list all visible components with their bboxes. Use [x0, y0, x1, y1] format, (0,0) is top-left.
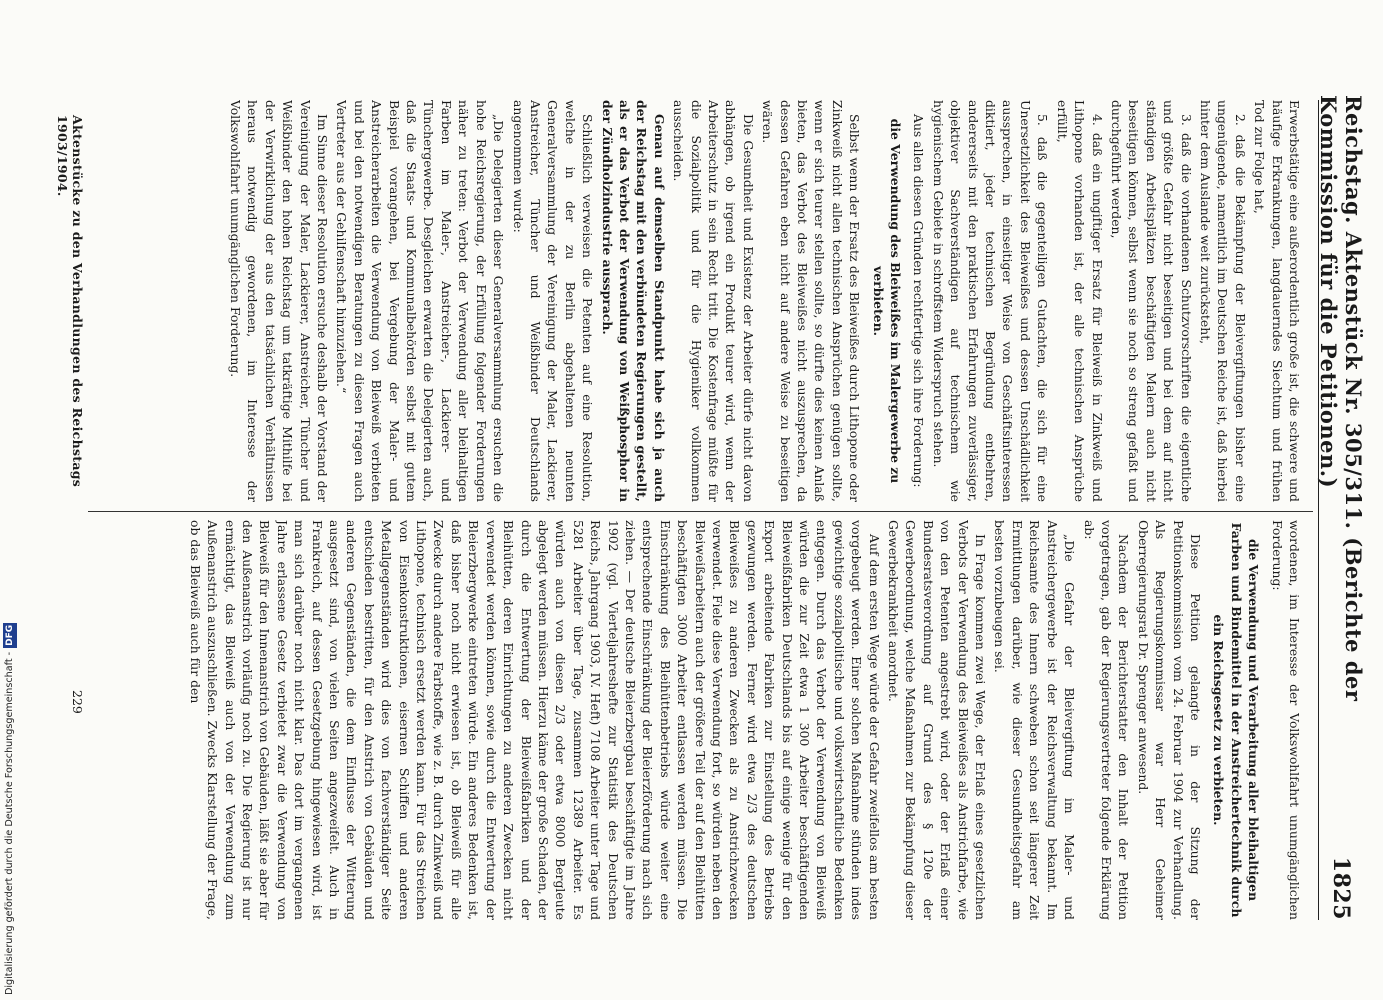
paragraph: Genau auf demselben Standpunkt habe sich ja auch der Reichstag mit den verbündeten Regierungen gestellt, als er das Verbot der Verwendung von Weißphosphor in der Zündholzindustrie aussprach. — [599, 100, 667, 502]
paragraph: Selbst wenn der Ersatz des Bleiweißes durch Lithopone oder Zinkweiß nicht allen technischen Ansprüchen genügen sollte, wenn er sich teurer stellen sollte, so dürfte dies keinen Anlaß bieten, das Verbot des Bleiweißes nicht auszusprechen, da dessen Gefahren eben nicht auf andere Weise zu beseitigen wären. — [760, 100, 863, 502]
left-column — [93, 100, 1303, 502]
quoted-resolution: „Die Delegierten dieser Generalversammlung ersuchen die hohe Reichsregierung, der Erfüllung folgender Forderungen näher zu treten: Verbot der Verwendung aller bleihaltigen Farben im Maler-, Anstreicher-, Lackierer- und Tünchergewerbe. Desgleichen erwarten die Delegierten auch, daß die Staats- und Kommunalbehörden selbst mit gutem Beispiel vorangehen, bei Vergebung der Maler- und Anstreicherarbeiten die Verwendung von Bleiweiß verbieten und bei den notwendigen Beratungen zu diesen Fragen auch Vertreter aus der Gehilfenschaft hinzuziehen.“ — [334, 100, 507, 502]
paragraph: Im Sinne dieser Resolution ersuche deshalb der Vorstand der Vereinigung der Maler, Lackierer, Anstreicher, Tüncher und Weißbinder den hohen Reichstag um tatkräftige Mithilfe bei der Verwirklichung der aus den tatsächlichen Verhältnissen heraus notwendig gewordenen, im Interesse der Volkswohlfahrt unumgänglichen Forderung. — [228, 100, 331, 502]
header-rule — [1318, 100, 1319, 920]
paragraph: Diese Petition gelangte in der Sitzung der Petitionskommission vom 24. Februar 1904 zur Verhandlung. Als Regierungskommissar war Herr Geheimer Oberregierungsrat Dr. Sprenger anwesend. — [1135, 520, 1203, 920]
page-number: 1825 — [1328, 856, 1354, 920]
column-divider — [88, 511, 1313, 512]
running-title: Reichstag. Aktenstück Nr. 305/311. (Berichte der Kommission für die Petitionen.) — [1316, 95, 1366, 702]
list-item: 5. daß die gegenteiligen Gutachten, die sich für eine Unersetzlichkeit des Bleiweißes und dessen Unschädlichkeit aussprechen, in einseitiger Weise von Geschäftsinteressen diktiert, jeder technischen Begründung entbehren, andererseits mit den praktischen Erfahrungen zuverlässiger, objektiver Sachverständigen auf technischem wie hygienischem Gebiete in schroffstem Widerspruch stehen. — [930, 100, 1051, 502]
footer-page-number: 229 — [70, 690, 85, 714]
list-item: 4. daß ein ungiftiger Ersatz für Bleiweiß in Zinkweiß und Lithopone vorhanden ist, der alle technischen Ansprüche erfüllt, — [1054, 100, 1105, 502]
paragraph: Aus allen diesen Gründen rechtfertige sich ihre Forderung: — [911, 114, 927, 488]
digitization-credit — [3, 605, 17, 995]
credit-text: Digitalisierung gefördert durch die Deutsche Forschungsgemeinschaft - — [4, 651, 15, 995]
paragraph: Auf dem ersten Wege würde der Gefahr zweifellos am besten vorgebeugt werden. Einer solchen Maßnahme stünden indes gewichtige sozialpolitische und volkswirtschaftliche Bedenken entgegen. Durch das Verbot der Verwendung von Bleiweiß würden die zur Zeit etwa 1 300 Arbeiter beschäftigenden Bleiweißfabriken Deutschlands bis auf einige wenige für den Export arbeitende Fabriken zur Einstellung des Betriebs gezwungen werden. Ferner wird etwa 2/3 des deutschen Bleiweißes zu anderen Zwecken als zu Anstrichzwecken verwendet. Fiele diese Verwendung fort, so würden neben den Bleiweißarbeitern auch der größere Teil der auf den Bleihütten beschäftigten 3000 Arbeiter entlassen werden müssen. Die Einschränkung des Bleihüttenbetriebs würde weiter eine entsprechende Einschränkung der Bleierzförderung nach sich ziehen. — Der deutsche Bleierzbergbau beschäftigte im Jahre 1902 (vgl. Vierteljahreshefte zur Statistik des Deutschen Reichs, Jahrgang 1903, IV. Heft) 7108 Arbeiter unter Tage und 5281 Arbeiter über Tage, zusammen 12389 Arbeiter. Es würden auch von diesen 2/3 oder etwa 8000 Bergleute abgelegt werden müssen. Hierzu käme der große Schaden, der durch die Entwertung der Bleiweißfabriken und der Bleihütten, deren Einrichtungen zu anderen Zwecken nicht verwendet werden können, sowie durch die Entwertung der Bleierzbergwerke eintreten würde. Ein anderes Bedenken ist, daß bisher noch nicht erwiesen ist, ob Bleiweiß für alle Zwecke durch andere Farbstoffe, wie z. B. durch Zinkweiß und Lithopone, technisch ersetzt werden kann. Für das Streichen von Eisenkonstruktionen, eisernen Schiffen und anderen Metallgegenständen wird dies von fachverständiger Seite entschieden bestritten, für den Anstrich von Gebäuden und anderen Gegenständen, die dem Einflusse der Witterung ausgesetzt sind, von vielen Seiten angezweifelt. Auch in Frankreich, auf dessen Gesetzgebung hingewiesen wird, ist man sich darüber noch nicht klar. Das dort im vergangenen Jahre erlassene Gesetz verbietet zwar die Verwendung von Bleiweiß für den Innenanstrich von Gebäuden, läßt sie aber für den Außenanstrich vorläufig noch zu. Die Regierung ist nur ermächtigt, das Bleiweiß auch von der Verwendung zum Außenanstrich auszuschließen. Zwecks Klarstellung der Frage, ob das Bleiweiß auch für den — [187, 520, 882, 920]
paragraph: Schließlich verweisen die Petenten auf eine Resolution, welche in der zu Berlin abgehaltenen neunten Generalversammlung der Vereinigung der Maler, Lackierer, Anstreicher, Tüncher und Weißbinder Deutschlands angenommen wurde: — [510, 100, 596, 502]
page-header — [1316, 95, 1366, 920]
paragraph: Erwerbstätige eine außerordentlich große ist, die schwere und häufige Erkrankungen, langdauerndes Siechtum und frühen Tod zur Folge hat, — [1252, 100, 1302, 502]
quoted-statement: „Die Gefahr der Bleivergiftung im Maler- und Anstreichergewerbe ist der Reichsverwaltung bekannt. Im Reichsamte des Innern schweben schon seit längerer Zeit Ermittlungen darüber, wie dieser Gesundheitsgefahr am besten vorzubeugen sei. — [992, 520, 1078, 920]
demand-heading: die Verwendung des Bleiweißes im Malergewerbe zu verbieten. — [870, 118, 904, 484]
paragraph: Die Gesundheit und Existenz der Arbeiter dürfe nicht davon abhängen, ob irgend ein Produkt teurer wird, wenn der Arbeiterschutz in sein Recht tritt. Die Kostenfrage müßte für die Sozialpolitik und für die Hygieniker vollkommen ausscheiden. — [671, 100, 756, 502]
list-item: 2. daß die Bekämpfung der Bleivergiftungen bisher eine ungenügende, namentlich im Deutschen Reiche ist, daß hierbei hinter dem Auslande weit zurücksteht, — [1197, 100, 1248, 502]
list-item: 3. daß die vorhandenen Schutzvorschriften die eigentliche und größte Gefahr nicht beseitigen und bei dem auf nicht ständigen Arbeitsplätzen beschäftigten Malern auch nicht beseitigen können, selbst wenn sie noch so streng gefaßt und durchgeführt werden, — [1108, 100, 1194, 502]
right-column — [93, 520, 1303, 920]
demand-heading: die Verwendung und Verarbeitung aller bleihaltigen Farben und Bindemittel in der Anstreichertechnik durch ein Reichsgesetz zu verbieten. — [1211, 522, 1262, 918]
paragraph: wordenen, im Interesse der Volkswohlfahrt unumgänglichen Forderung: — [1269, 520, 1302, 920]
paragraph: In Frage kommen zwei Wege, der Erlaß eines gesetzlichen Verbots der Verwendung des Bleiweißes als Anstrichfarbe, wie von den Petenten angestrebt wird, oder der Erlaß einer Bundesratsverordnung auf Grund des § 120e der Gewerbeordnung, welche Maßnahmen zur Bekämpfung dieser Gewerbekrankheit anordnet. — [886, 520, 989, 920]
dfg-logo: DFG — [5, 624, 15, 646]
footer-source: Aktenstücke zu den Verhandlungen des Reichstags 1903/1904. — [55, 115, 85, 488]
paragraph: Nachdem der Berichterstatter den Inhalt der Petition vorgetragen, gab der Regierungsvertreter folgende Erklärung ab: — [1081, 520, 1132, 920]
